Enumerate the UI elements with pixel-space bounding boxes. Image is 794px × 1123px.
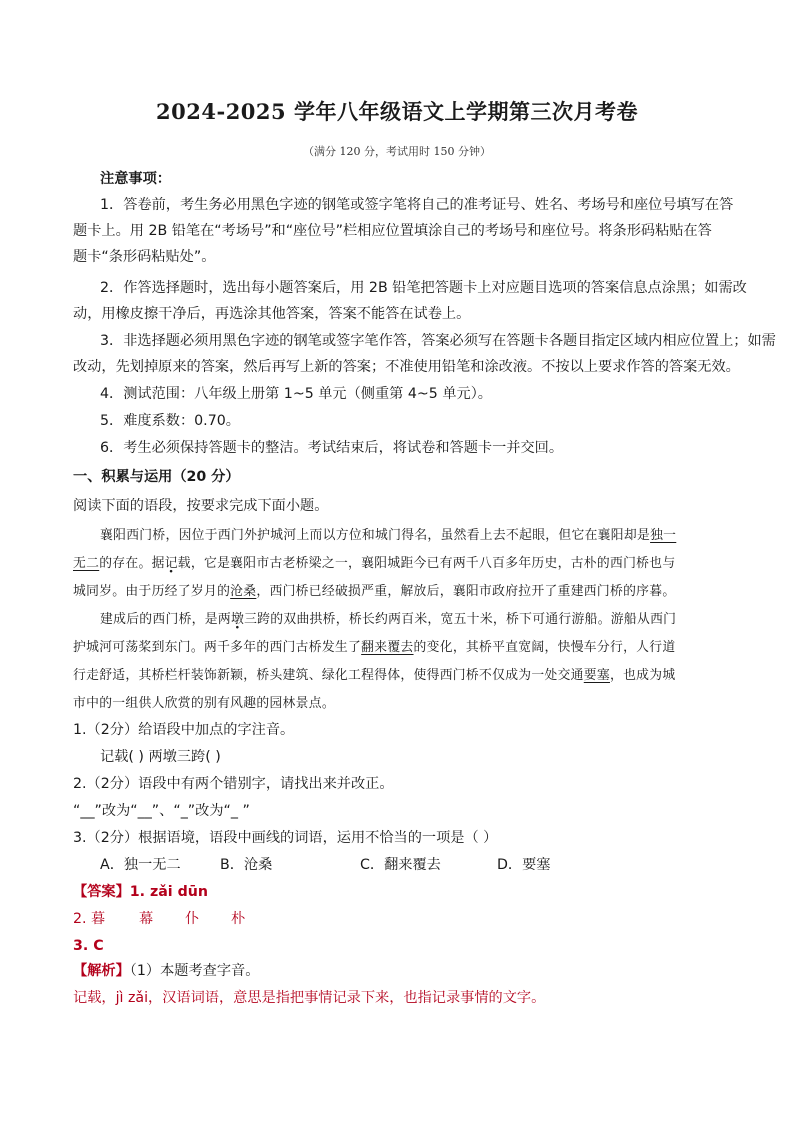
option-d: D．要塞 bbox=[497, 857, 551, 873]
option-c: C．翻来覆去 bbox=[360, 857, 441, 873]
analysis-line-2: 记载，jì zǎi，汉语词语，意思是指把事情记录下来，也指记录事情的文字。 bbox=[73, 990, 546, 1006]
page-title: 2024-2025 学年八年级语文上学期第三次月考卷 bbox=[156, 99, 638, 124]
analysis-text: （1）本题考查字音。 bbox=[129, 963, 260, 979]
question-2: 2.（2分）语段中有两个错别字，请找出来并改正。 bbox=[73, 776, 394, 792]
passage-p2-line-3 bbox=[73, 667, 675, 685]
notice-item-1-line-3: 题卡“条形码粘贴处”。 bbox=[73, 249, 216, 265]
passage-text: 城同岁。由于历经了岁月的 bbox=[73, 584, 231, 599]
underlined-word: 无二 bbox=[73, 556, 100, 571]
underlined-word: 翻来覆去 bbox=[361, 640, 414, 655]
notice-item-2-line-2: 动，用橡皮擦干净后，再选涂其他答案，答案不能答在试卷上。 bbox=[73, 306, 471, 322]
option-b: B．沧桑 bbox=[220, 857, 273, 873]
dotted-char: 记 bbox=[164, 556, 178, 571]
answer-2-item: 仆 bbox=[185, 911, 200, 927]
notice-item-3-line-1: 3．非选择题必须用黑色字迹的钢笔或签字笔作答，答案必须写在答题卡各题目指定区域内相应位置上；如需 bbox=[100, 333, 776, 349]
passage-text: 载，它是襄阳市古老桥梁之一，襄阳城距今已有两千八百多年历史，古朴的西门桥也与 bbox=[177, 556, 676, 571]
notice-item-1-line-2: 题卡上。用 2B 铅笔在“考场号”和“座位号”栏相应位置填涂自己的考场号和座位号。将条形码粘贴在答 bbox=[73, 223, 712, 239]
passage-text: ，西门桥已经破损严重，解放后，襄阳市政府拉开了重建西门桥的序暮。 bbox=[256, 584, 676, 599]
passage-p2-line-4: 市中的一组供人欣赏的别有风趣的园林景点。 bbox=[73, 696, 335, 711]
question-3: 3.（2分）根据语境，语段中画线的词语，运用不恰当的一项是（ ） bbox=[73, 830, 498, 846]
answer-3: 3. C bbox=[73, 938, 104, 954]
passage-p1-line-1 bbox=[100, 527, 676, 545]
section-1-heading: 一、积累与运用（20 分） bbox=[73, 469, 240, 485]
notice-item-6: 6．考生必须保持答题卡的整洁。考试结束后，将试卷和答题卡一并交回。 bbox=[100, 440, 564, 456]
notice-item-3-line-2: 改动，先划掉原来的答案，然后再写上新的答案；不准使用铅笔和涂改液。不按以上要求作答的答案无效。 bbox=[73, 359, 740, 375]
page-subtitle: （满分 120 分，考试用时 150 分钟） bbox=[303, 145, 491, 158]
question-1-blanks: 记载( ) 两墩三跨( ) bbox=[100, 749, 221, 765]
answer-2-item: 幕 bbox=[139, 911, 154, 927]
notice-heading: 注意事项： bbox=[100, 171, 171, 187]
passage-text: 的变化，其桥平直宽阔，快慢车分行，人行道 bbox=[413, 640, 676, 655]
analysis-line-1 bbox=[73, 962, 259, 980]
underlined-word: 沧桑 bbox=[230, 584, 257, 599]
question-1: 1.（2分）给语段中加点的字注音。 bbox=[73, 722, 295, 738]
answer-label: 【答案】 bbox=[73, 884, 130, 900]
notice-item-4: 4．测试范围：八年级上册第 1~5 单元（侧重第 4~5 单元）。 bbox=[100, 386, 492, 402]
notice-item-1-line-1: 1．答卷前，考生务必用黑色字迹的钢笔或签字笔将自己的准考证号、姓名、考场号和座位号填写在答 bbox=[100, 197, 734, 213]
question-2-blanks: “__”改为“__”、“_”改为“_ ” bbox=[73, 803, 250, 819]
passage-text: ，也成为城 bbox=[609, 668, 676, 683]
answer-1: 1. zǎi dūn bbox=[129, 884, 208, 900]
passage-p2-line-1 bbox=[100, 611, 676, 629]
passage-p1-line-3 bbox=[73, 583, 675, 601]
passage-text: 襄阳西门桥，因位于西门外护城河上而以方位和城门得名，虽然看上去不起眼，但它在襄阳却是 bbox=[100, 528, 651, 543]
underlined-word: 独一 bbox=[650, 528, 677, 543]
passage-p2-line-2 bbox=[73, 639, 675, 657]
answer-2-item: 2. 暮 bbox=[73, 911, 106, 927]
answer-2-item: 朴 bbox=[231, 911, 246, 927]
notice-item-2-line-1: 2．作答选择题时，选出每小题答案后，用 2B 铅笔把答题卡上对应题目选项的答案信息点涂黑；如需改 bbox=[100, 280, 747, 296]
passage-text: 的存在。据 bbox=[99, 556, 165, 571]
answer-line-2 bbox=[73, 910, 245, 928]
passage-text: 建成后的西门桥，是两 bbox=[100, 612, 231, 627]
underlined-word: 要塞 bbox=[583, 668, 610, 683]
passage-text: 行走舒适，其桥栏杆装饰新颖，桥头建筑、绿化工程得体，使得西门桥不仅成为一处交通 bbox=[73, 668, 584, 683]
passage-text: 三跨的双曲拱桥，桥长约两百米，宽五十米，桥下可通行游船。游船从西门 bbox=[244, 612, 677, 627]
analysis-label: 【解析】 bbox=[73, 963, 130, 979]
passage-p1-line-2 bbox=[73, 555, 675, 573]
answer-line-1 bbox=[73, 883, 208, 901]
passage-text: 护城河可荡桨到东门。两千多年的西门古桥发生了 bbox=[73, 640, 362, 655]
section-1-instruction: 阅读下面的语段，按要求完成下面小题。 bbox=[73, 498, 329, 514]
option-a: A．独一无二 bbox=[100, 857, 181, 873]
question-3-options bbox=[100, 856, 551, 874]
notice-item-5: 5．难度系数：0.70。 bbox=[100, 413, 240, 429]
dotted-char: 墩 bbox=[230, 612, 245, 627]
